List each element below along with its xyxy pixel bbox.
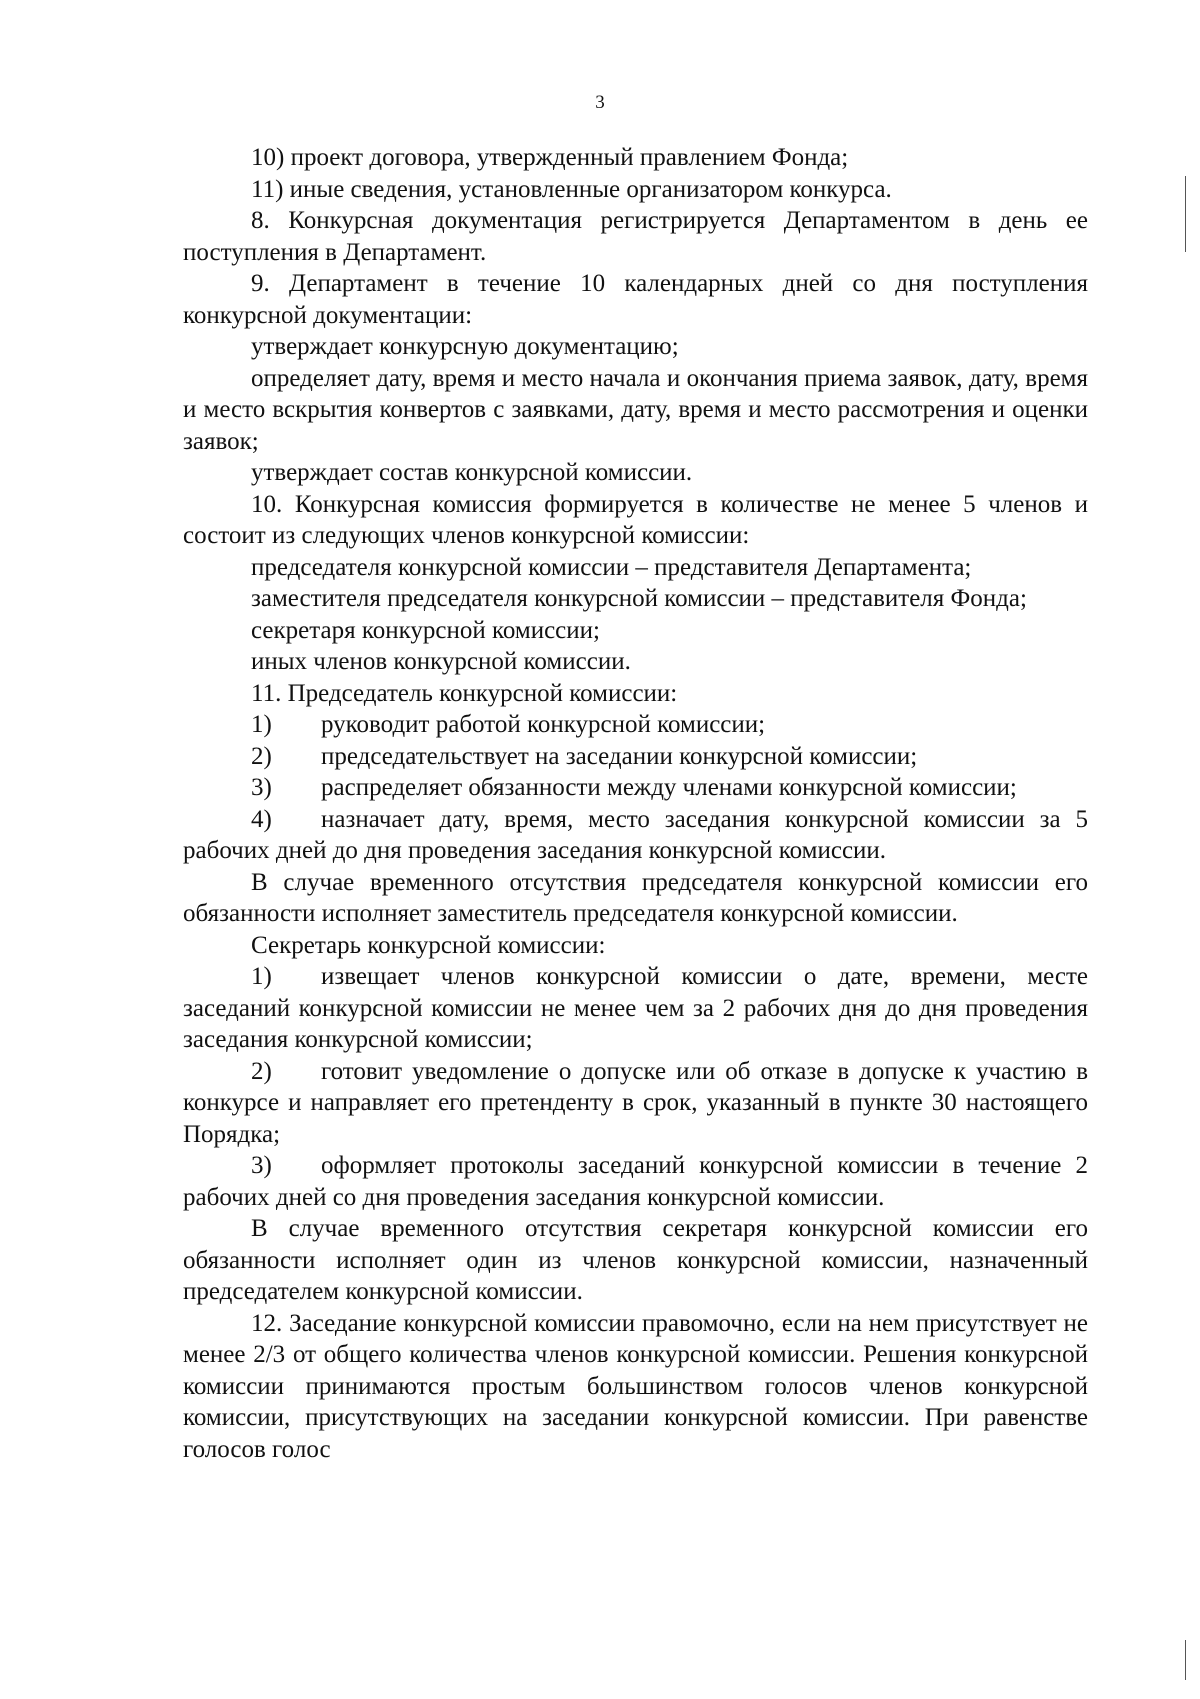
paragraph-9-item-b: определяет дату, время и место начала и окончания приема заявок, дату, время и место вскрытия конвертов с заявками, дату, время и место рассмотрения и оценки заявок; <box>183 364 1088 455</box>
chairman-duties-list <box>183 709 1088 867</box>
paragraph-10-item-c: секретаря конкурсной комиссии; <box>251 616 600 644</box>
paragraph-9-item-a: утверждает конкурсную документацию; <box>251 333 679 360</box>
paragraph-secretary-absence: В случае временного отсутствия секретаря конкурсной комиссии его обязанности исполняет один из членов конкурсной комиссии, назначенный председателем конкурсной комиссии. <box>183 1215 1088 1305</box>
list-item <box>183 804 1088 867</box>
paragraph-10: 10. Конкурсная комиссия формируется в количестве не менее 5 членов и состоит из следующих членов конкурсной комиссии: <box>183 490 1088 549</box>
paragraph-chairman-absence: В случае временного отсутствия председателя конкурсной комиссии его обязанности исполняет заместитель председателя конкурсной комиссии. <box>183 868 1088 927</box>
list-item-text: руководит работой конкурсной комиссии; <box>321 711 766 738</box>
list-item-number: 1) <box>251 963 272 990</box>
paragraph-secretary-title: Секретарь конкурсной комиссии: <box>251 931 606 959</box>
paragraph-9: 9. Департамент в течение 10 календарных дней со дня поступления конкурсной документации: <box>183 270 1088 329</box>
list-item <box>183 709 1088 741</box>
paragraph-10-item-d: иных членов конкурсной комиссии. <box>251 648 631 675</box>
list-item-text: назначает дату, время, место заседания конкурсной комиссии за 5 рабочих дней до дня проведения заседания конкурсной комиссии. <box>183 805 1088 864</box>
list-item-number: 2) <box>251 1057 272 1085</box>
paragraph-10-item-b: заместителя председателя конкурсной комиссии – представителя Фонда; <box>251 585 1027 612</box>
list-item-text: председательствует на заседании конкурсной комиссии; <box>321 742 918 770</box>
paragraph-8: 8. Конкурсная документация регистрируется Департаментом в день ее поступления в Департамент. <box>183 207 1088 266</box>
paragraph-10-item-a: председателя конкурсной комиссии – представителя Департамента; <box>251 553 972 581</box>
list-item <box>183 1150 1088 1213</box>
paragraph-12: 12. Заседание конкурсной комиссии правомочно, если на нем присутствует не менее 2/3 от общего количества членов конкурсной комиссии. Решения конкурсной комиссии принимаются простым большинством голосов членов конкурсной комиссии, присутствующих на заседании конкурсной комиссии. При равенстве голосов голос <box>183 1309 1088 1463</box>
list-item-text: распределяет обязанности между членами конкурсной комиссии; <box>321 774 1017 801</box>
paragraph-10-draft-contract: 10) проект договора, утвержденный правлением Фонда; <box>251 144 849 171</box>
scan-margin-line-bottom <box>1185 1640 1186 1680</box>
paragraph-9-item-c: утверждает состав конкурсной комиссии. <box>251 459 693 486</box>
list-item <box>183 961 1088 1056</box>
document-body <box>183 142 1088 1465</box>
list-item-text: готовит уведомление о допуске или об отказе в допуске к участию в конкурсе и направляет его претенденту в срок, указанный в пункте 30 настоящего Порядка; <box>183 1057 1088 1148</box>
list-item-number: 3) <box>251 1152 272 1179</box>
list-item-number: 4) <box>251 805 272 833</box>
list-item-number: 2) <box>251 742 272 770</box>
list-item <box>183 772 1088 804</box>
list-item <box>183 741 1088 773</box>
list-item-text: оформляет протоколы заседаний конкурсной комиссии в течение 2 рабочих дней со дня проведения заседания конкурсной комиссии. <box>183 1152 1088 1211</box>
paragraph-11-other-info: 11) иные сведения, установленные организатором конкурса. <box>251 175 892 203</box>
paragraph-11: 11. Председатель конкурсной комиссии: <box>251 679 678 707</box>
page-number: 3 <box>595 92 605 113</box>
secretary-duties-list <box>183 961 1088 1213</box>
scan-margin-line <box>1185 176 1186 252</box>
list-item-number: 3) <box>251 774 272 801</box>
list-item-number: 1) <box>251 711 272 738</box>
list-item <box>183 1056 1088 1151</box>
list-item-text: извещает членов конкурсной комиссии о дате, времени, месте заседаний конкурсной комиссии не менее чем за 2 рабочих дня до дня проведения заседания конкурсной комиссии; <box>183 963 1088 1053</box>
